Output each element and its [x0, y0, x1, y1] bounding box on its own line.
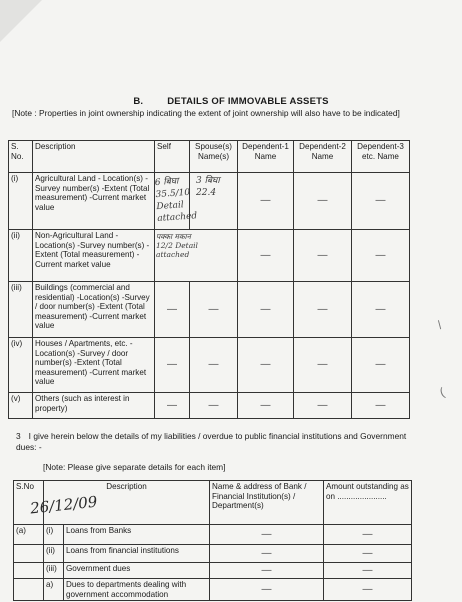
row-sno: [14, 563, 44, 579]
table-row: [9, 338, 410, 393]
cell-dash: —: [324, 525, 412, 545]
section-number: 3: [16, 431, 21, 441]
handwritten-entry: 3 बिघा 22.4: [196, 176, 220, 198]
section-note: [Note : Properties in joint ownership indicating the extent of joint ownership will also have to be indicated]: [12, 108, 400, 118]
cell-dash: —: [155, 282, 190, 338]
cell-dash: —: [352, 173, 410, 230]
header-sno: S. No.: [9, 141, 33, 173]
header-bank-name: Name & address of Bank / Financial Institution(s) / Department(s): [210, 481, 324, 525]
header-sno: S.No: [14, 481, 44, 525]
row-sub: (i): [44, 525, 64, 545]
cell-dash: —: [155, 338, 190, 393]
header-description: Description: [33, 141, 155, 173]
table-row: [14, 563, 412, 579]
cell-dash: —: [190, 282, 238, 338]
table-row: [9, 173, 410, 230]
section-letter: B.: [133, 96, 144, 107]
row-sno: [14, 579, 44, 601]
row-sno: (iii): [9, 282, 33, 338]
table-row: [9, 393, 410, 419]
header-dependent-3: Dependent-3 etc. Name: [352, 141, 410, 173]
cell-dash: —: [210, 579, 324, 601]
row-description: Others (such as interest in property): [33, 393, 155, 419]
row-description: Agricultural Land - Location(s) -Survey number(s) -Extent (Total measurement) -Current market value: [33, 173, 155, 230]
table-row: [14, 525, 412, 545]
cell-self: [154, 173, 198, 230]
table-header-row: [9, 141, 410, 173]
row-description: Houses / Apartments, etc. -Location(s) -Survey / door number(s) -Extent (Total measurement) -Current market value: [33, 338, 155, 393]
immovable-assets-table: [8, 140, 410, 419]
cell-dash: —: [190, 338, 238, 393]
row-sub: (ii): [44, 545, 64, 563]
table-row: [14, 579, 412, 601]
row-description: Non-Agricultural Land - Location(s) -Survey number(s) -Extent (Total measurement) -Current market value: [33, 230, 155, 282]
cell-dash: —: [155, 393, 190, 419]
table-row: [14, 545, 412, 563]
cell-spouse: [190, 173, 238, 230]
cell-dash: —: [294, 282, 352, 338]
header-description: Description: [44, 481, 210, 525]
cell-dash: —: [210, 563, 324, 579]
row-description: Loans from financial institutions: [64, 545, 210, 563]
row-sub: a): [44, 579, 64, 601]
cell-dash: —: [324, 563, 412, 579]
cell-dash: —: [324, 545, 412, 563]
section-title: DETAILS OF IMMOVABLE ASSETS: [167, 96, 329, 107]
cell-dash: —: [352, 282, 410, 338]
cell-dash: —: [294, 173, 352, 230]
section-heading: [0, 96, 462, 107]
cell-dash: —: [190, 393, 238, 419]
row-description: Government dues: [64, 563, 210, 579]
row-description: Loans from Banks: [64, 525, 210, 545]
row-description: Dues to departments dealing with government accommodation: [64, 579, 210, 601]
handwritten-entry: 6 बिघा 35.5/10 Detail attached: [154, 176, 198, 225]
table-row: [9, 282, 410, 338]
margin-mark: (: [437, 384, 447, 400]
row-sno: (v): [9, 393, 33, 419]
row-description: Buildings (commercial and residential) -Location(s) -Survey / door number(s) -Extent (Total measurement) -Current market value: [33, 282, 155, 338]
header-spouse: Spouse(s) Name(s): [190, 141, 238, 173]
row-sno: (i): [9, 173, 33, 230]
cell-dash: —: [238, 282, 294, 338]
cell-self: [155, 230, 238, 282]
cell-dash: —: [238, 173, 294, 230]
row-sno: (a): [14, 525, 44, 545]
cell-dash: —: [294, 393, 352, 419]
cell-dash: —: [238, 338, 294, 393]
cell-dash: —: [352, 338, 410, 393]
cell-dash: —: [238, 230, 294, 282]
header-amount-outstanding: Amount outstanding as on ......................: [324, 481, 412, 525]
handwritten-entry: पक्का मकान 12/2 Detail attached: [156, 232, 198, 259]
cell-dash: —: [210, 525, 324, 545]
liabilities-intro: [16, 431, 416, 453]
cell-dash: —: [294, 338, 352, 393]
cell-dash: —: [294, 230, 352, 282]
cell-dash: —: [352, 230, 410, 282]
liabilities-text: I give herein below the details of my liabilities / overdue to public financial institutions and Government dues: -: [16, 431, 407, 452]
cell-dash: —: [238, 393, 294, 419]
header-dependent-2: Dependent-2 Name: [294, 141, 352, 173]
cell-dash: —: [352, 393, 410, 419]
margin-mark: /: [434, 318, 445, 332]
row-sub: (iii): [44, 563, 64, 579]
handwritten-signature: 26/12/09: [29, 492, 99, 518]
row-sno: [14, 545, 44, 563]
folded-corner: [0, 0, 42, 42]
header-dependent-1: Dependent-1 Name: [238, 141, 294, 173]
header-self: Self: [155, 141, 190, 173]
cell-dash: —: [324, 579, 412, 601]
liabilities-note: [Note: Please give separate details for each item]: [43, 462, 226, 472]
cell-dash: —: [210, 545, 324, 563]
row-sno: (ii): [9, 230, 33, 282]
table-row: [9, 230, 410, 282]
row-sno: (iv): [9, 338, 33, 393]
